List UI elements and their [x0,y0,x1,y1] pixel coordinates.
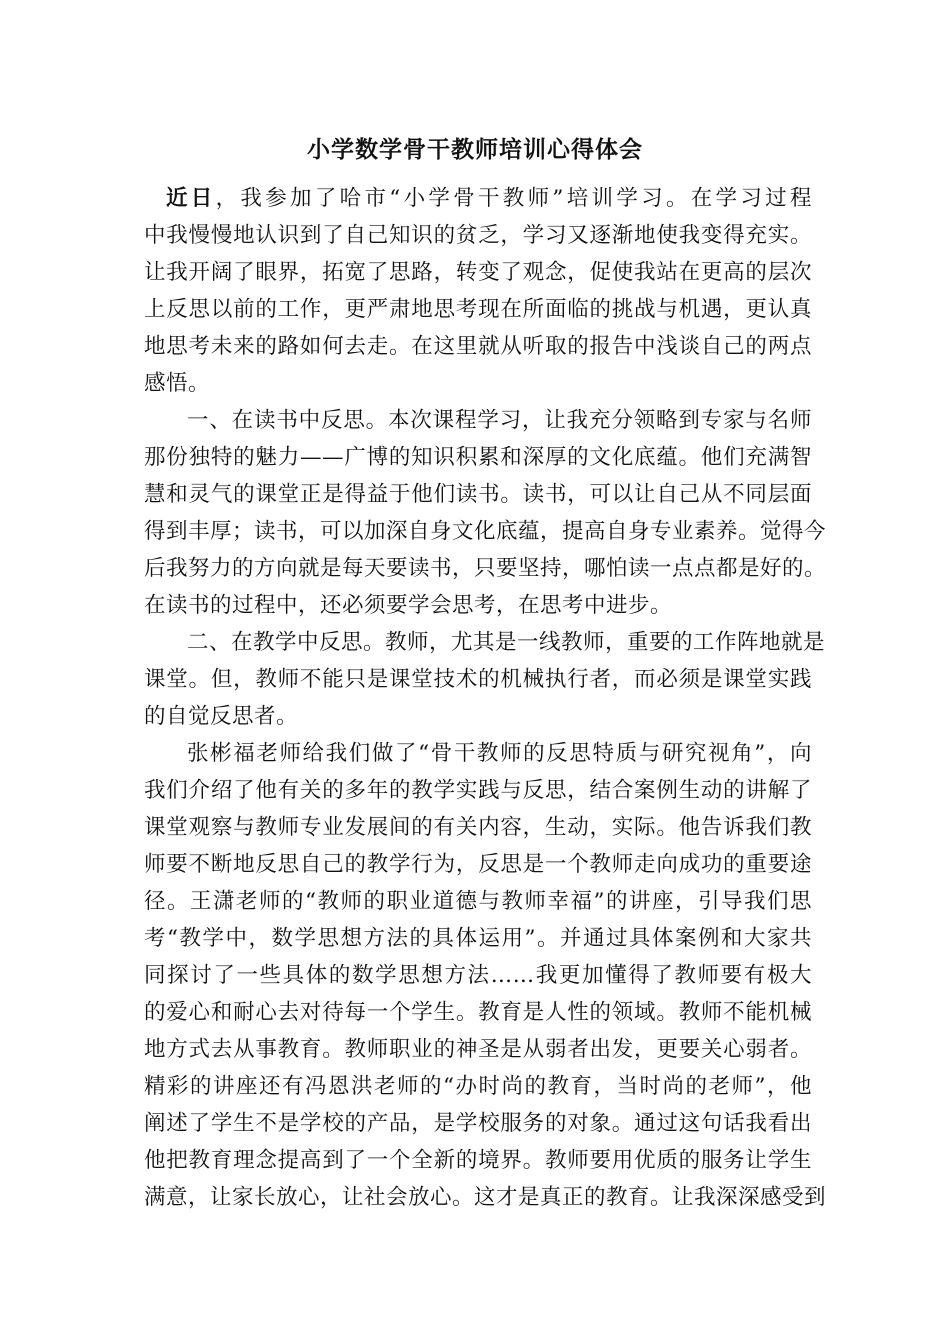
lead-word: 近日 [166,186,216,211]
paragraph-line: 那份独特的魅力——广博的知识积累和深厚的文化底蕴。他们充满智 [144,445,812,470]
paragraph-line: 他把教育理念提高到了一个全新的境界。教师要用优质的服务让学生 [144,1148,812,1173]
paragraph-line: 师要不断地反思自己的教学行为，反思是一个教师走向成功的重要途 [144,852,812,877]
paragraph-line: 让我开阔了眼界，拓宽了思路，转变了观念，促使我站在更高的层次 [144,260,812,285]
paragraph-line: 在读书的过程中，还必须要学会思考，在思考中进步。 [144,593,673,618]
paragraph-line: 同探讨了一些具体的数学思想方法……我更加懂得了教师要有极大 [144,963,812,988]
line-text: ，我参加了哈市“小学骨干教师”培训学习。在学习过程 [215,186,812,211]
paragraph-line: 阐述了学生不是学校的产品，是学校服务的对象。通过这句话我看出 [144,1111,812,1136]
paragraph-line: 中我慢慢地认识到了自己知识的贫乏，学习又逐渐地使我变得充实。 [144,223,812,248]
paragraph-line: 课堂观察与教师专业发展间的有关内容，生动，实际。他告诉我们教 [144,815,812,840]
paragraph-line: 满意，让家长放心，让社会放心。这才是真正的教育。让我深深感受到 [144,1185,827,1210]
document-body [144,180,827,1216]
paragraph-line: 张彬福老师给我们做了“骨干教师的反思特质与研究视角”，向 [187,741,812,766]
paragraph-line: 慧和灵气的课堂正是得益于他们读书。读书，可以让自己从不同层面 [144,482,812,507]
paragraph-line [144,180,812,217]
paragraph-line: 精彩的讲座还有冯恩洪老师的“办时尚的教育，当时尚的老师”，他 [144,1074,812,1099]
paragraph-line: 后我努力的方向就是每天要读书，只要坚持，哪怕读一点点都是好的。 [144,556,827,581]
paragraph-line: 上反思以前的工作，更严肃地思考现在所面临的挑战与机遇，更认真 [144,297,812,322]
paragraph-line: 径。王潇老师的“教师的职业道德与教师幸福”的讲座，引导我们思 [144,889,812,914]
paragraph-line: 我们介绍了他有关的多年的教学实践与反思，结合案例生动的讲解了 [144,778,812,803]
paragraph-line: 二、在教学中反思。教师，尤其是一线教师，重要的工作阵地就是 [187,630,826,655]
paragraph-line: 课堂。但，教师不能只是课堂技术的机械执行者，而必须是课堂实践 [144,667,812,692]
paragraph-line: 一、在读书中反思。本次课程学习，让我充分领略到专家与名师 [187,408,812,433]
paragraph-line: 得到丰厚；读书，可以加深自身文化底蕴，提高自身专业素养。觉得今 [144,519,827,544]
paragraph-line: 的爱心和耐心去对待每一个学生。教育是人性的领域。教师不能机械 [144,1000,812,1025]
paragraph-line: 地方式去从事教育。教师职业的神圣是从弱者出发，更要关心弱者。 [144,1037,812,1062]
paragraph-line: 考“教学中，数学思想方法的具体运用”。并通过具体案例和大家共 [144,926,812,951]
paragraph-line: 地思考未来的路如何去走。在这里就从听取的报告中浅谈自己的两点 [144,334,812,359]
paragraph-line: 的自觉反思者。 [144,704,299,729]
paragraph-line: 感悟。 [144,371,211,396]
document-title: 小学数学骨干教师培训心得体会 [307,136,643,163]
